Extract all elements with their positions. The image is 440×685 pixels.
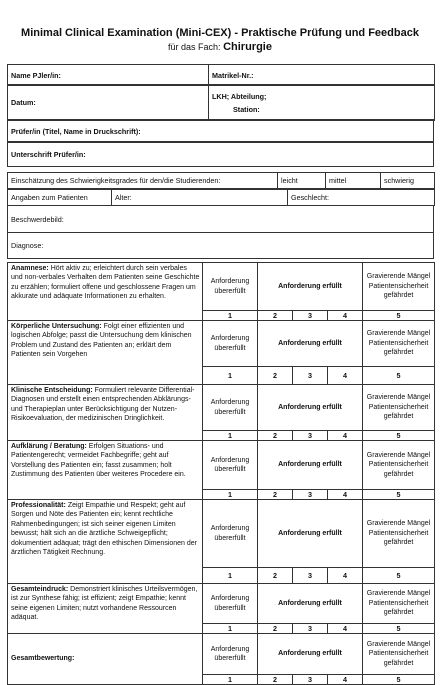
rating-option-3[interactable]: 3 xyxy=(293,311,328,321)
criterion-description xyxy=(8,321,203,385)
scale-deficit-label: Gravierende Mängel Patientensicherheit gefährdet xyxy=(363,500,435,568)
pruefer-label: Prüfer/in xyxy=(11,126,41,136)
scale-met-label: Anforderung erfüllt xyxy=(258,634,363,675)
rating-option-3[interactable]: 3 xyxy=(293,624,328,634)
scale-met-label: Anforderung erfüllt xyxy=(258,500,363,568)
criterion-description xyxy=(8,500,203,584)
scale-deficit-label: Gravierende Mängel Patientensicherheit gefährdet xyxy=(363,321,435,367)
criterion-row xyxy=(8,584,435,624)
scale-met-label: Anforderung erfüllt xyxy=(258,385,363,431)
rating-option-2[interactable]: 2 xyxy=(258,311,293,321)
leicht-option[interactable]: leicht xyxy=(278,173,326,189)
subtitle-prefix: für das Fach: xyxy=(168,42,221,52)
rating-option-3[interactable]: 3 xyxy=(293,490,328,500)
rating-option-5[interactable]: 5 xyxy=(363,311,435,321)
scale-met-label: Anforderung erfüllt xyxy=(258,584,363,624)
rating-option-1[interactable]: 1 xyxy=(203,367,258,385)
scale-met-label: Anforderung erfüllt xyxy=(258,441,363,490)
rating-option-4[interactable]: 4 xyxy=(328,311,363,321)
station-label: Station: xyxy=(233,104,260,114)
criterion-label: Körperliche Untersuchung: xyxy=(11,323,102,330)
rating-option-4[interactable]: 4 xyxy=(328,490,363,500)
rating-option-2[interactable]: 2 xyxy=(258,490,293,500)
rating-option-4[interactable]: 4 xyxy=(328,675,363,685)
criterion-text: Erfolgen Situations- und Patientengerecht; vermeidet Fachbegriffe; geht auf Vorstellung des Patienten ein; fasst zusammen; holt Zustimmung des Patienten über weiteres Procedere ein. xyxy=(11,443,186,479)
scale-deficit-label: Gravierende Mängel Patientensicherheit gefährdet xyxy=(363,584,435,624)
row-schwierigkeit xyxy=(7,172,435,189)
rating-option-2[interactable]: 2 xyxy=(258,568,293,584)
scale-over-label: Anforderung übererfüllt xyxy=(203,500,258,568)
criterion-label: Anamnese: xyxy=(11,265,49,272)
mittel-option[interactable]: mittel xyxy=(326,173,381,189)
rating-option-2[interactable]: 2 xyxy=(258,367,293,385)
geschlecht-field[interactable]: Geschlecht: xyxy=(288,190,435,206)
rating-option-3[interactable]: 3 xyxy=(293,675,328,685)
row-diagnose xyxy=(7,232,434,259)
row-unterschrift xyxy=(7,141,434,167)
beschwerdebild-field[interactable]: Beschwerdebild: xyxy=(8,206,434,233)
scale-over-label: Anforderung übererfüllt xyxy=(203,321,258,367)
matrikel-field[interactable]: Matrikel-Nr.: xyxy=(209,65,435,86)
row-name xyxy=(7,64,435,86)
lkh-label: LKH; Abteilung; xyxy=(212,91,267,101)
scale-over-label: Anforderung übererfüllt xyxy=(203,385,258,431)
rating-option-2[interactable]: 2 xyxy=(258,624,293,634)
rating-option-1[interactable]: 1 xyxy=(203,431,258,441)
scale-deficit-label: Gravierende Mängel Patientensicherheit gefährdet xyxy=(363,385,435,431)
scale-deficit-label: Gravierende Mängel Patientensicherheit gefährdet xyxy=(363,634,435,675)
criterion-row xyxy=(8,385,435,431)
form-subtitle xyxy=(0,41,440,53)
rating-option-4[interactable]: 4 xyxy=(328,431,363,441)
criterion-text: Folgt einer effizienten und logischen Abfolge; passt die Untersuchung dem klinischen Problem und Zustand des Patienten an; erklärt dem Patienten sein Vorgehen xyxy=(11,323,192,359)
scale-over-label: Anforderung übererfüllt xyxy=(203,263,258,311)
rating-option-4[interactable]: 4 xyxy=(328,624,363,634)
criterion-text: Demonstriert klinisches Urteilsvermögen, ist zur Synthese fähig; ist effizient; zeigt Empathie; kennt seine eigenen Limiten; nutzt vorhandene Ressourcen adäquat. xyxy=(11,586,198,622)
datum-field[interactable]: Datum: xyxy=(8,85,209,121)
angaben-label: Angaben zum Patienten xyxy=(8,190,112,206)
schwierig-option[interactable]: schwierig xyxy=(381,173,435,189)
rating-option-5[interactable]: 5 xyxy=(363,675,435,685)
criterion-description xyxy=(8,441,203,500)
unterschrift-field[interactable]: Unterschrift Prüfer/in: xyxy=(8,142,434,167)
scale-met-label: Anforderung erfüllt xyxy=(258,263,363,311)
scale-over-label: Anforderung übererfüllt xyxy=(203,634,258,675)
evaluation-table xyxy=(7,262,435,685)
pruefer-field[interactable] xyxy=(8,120,434,143)
criterion-row xyxy=(8,634,435,675)
criterion-label: Klinische Entscheidung: xyxy=(11,387,93,394)
criterion-text: Zeigt Empathie und Respekt; geht auf Sorgen und Nöte des Patienten ein; kennt rechtliche Rahmenbedingungen; ist sich seiner eigenen Limiten bewusst; hält sich an die ärztliche Schweigepflicht; dokumentiert adäquat; trägt den ethischen Dimensionen der ärztlichen Tätigkeit Rechnung. xyxy=(11,502,198,557)
criterion-text: Hört aktiv zu; erleichtert durch sein verbales und non-verbales Verhalten dem Patienten seine Geschichte zu erzählen; formuliert offene und geschlossene Fragen um akkurate und adäquate Informationen zu erhalten. xyxy=(11,265,200,301)
alter-field[interactable]: Alter: xyxy=(112,190,288,206)
diagnose-field[interactable]: Diagnose: xyxy=(8,233,434,259)
rating-option-4[interactable]: 4 xyxy=(328,568,363,584)
rating-option-2[interactable]: 2 xyxy=(258,675,293,685)
rating-option-3[interactable]: 3 xyxy=(293,431,328,441)
criterion-row xyxy=(8,441,435,490)
criterion-row xyxy=(8,321,435,367)
row-datum xyxy=(7,84,435,121)
row-angaben xyxy=(7,189,435,206)
criterion-description xyxy=(8,385,203,441)
scale-over-label: Anforderung übererfüllt xyxy=(203,584,258,624)
name-field[interactable]: Name PJler/in: xyxy=(8,65,209,86)
rating-option-1[interactable]: 1 xyxy=(203,624,258,634)
rating-option-1[interactable]: 1 xyxy=(203,490,258,500)
rating-option-4[interactable]: 4 xyxy=(328,367,363,385)
rating-option-3[interactable]: 3 xyxy=(293,367,328,385)
criterion-label: Gesamteindruck: xyxy=(11,586,69,593)
criterion-row xyxy=(8,263,435,311)
schwierigkeit-label: Einschätzung des Schwierigkeitsgrades für den/die Studierenden: xyxy=(8,173,278,189)
subtitle-subject: Chirurgie xyxy=(223,41,272,53)
row-beschwerdebild xyxy=(7,205,434,233)
row-pruefer xyxy=(7,119,434,143)
criterion-text: Formuliert relevante Differential-Diagnosen und erstellt einen entsprechenden Abklärungs- und Therapieplan unter Berücksichtigung der Nutzen-Risikoevaluation, der medizinischen Dringlichkeit. xyxy=(11,387,195,423)
pruefer-hint: (Titel, Name in Druckschrift): xyxy=(42,126,141,136)
rating-option-3[interactable]: 3 xyxy=(293,568,328,584)
rating-option-5[interactable]: 5 xyxy=(363,624,435,634)
rating-option-5[interactable]: 5 xyxy=(363,367,435,385)
criterion-description xyxy=(8,263,203,321)
rating-option-1[interactable]: 1 xyxy=(203,311,258,321)
rating-option-1[interactable]: 1 xyxy=(203,675,258,685)
rating-option-5[interactable]: 5 xyxy=(363,568,435,584)
scale-met-label: Anforderung erfüllt xyxy=(258,321,363,367)
rating-option-1[interactable]: 1 xyxy=(203,568,258,584)
rating-option-2[interactable]: 2 xyxy=(258,431,293,441)
gesamtbewertung-label: Gesamtbewertung: xyxy=(8,634,203,685)
lkh-field[interactable] xyxy=(209,85,435,121)
criterion-label: Professionalität: xyxy=(11,502,66,509)
criterion-row xyxy=(8,500,435,568)
criterion-description xyxy=(8,584,203,634)
rating-option-5[interactable]: 5 xyxy=(363,490,435,500)
form-title: Minimal Clinical Examination (Mini-CEX) - Praktische Prüfung und Feedback xyxy=(21,27,419,39)
scale-deficit-label: Gravierende Mängel Patientensicherheit gefährdet xyxy=(363,441,435,490)
criterion-label: Aufklärung / Beratung: xyxy=(11,443,87,450)
rating-option-5[interactable]: 5 xyxy=(363,431,435,441)
scale-deficit-label: Gravierende Mängel Patientensicherheit gefährdet xyxy=(363,263,435,311)
scale-over-label: Anforderung übererfüllt xyxy=(203,441,258,490)
